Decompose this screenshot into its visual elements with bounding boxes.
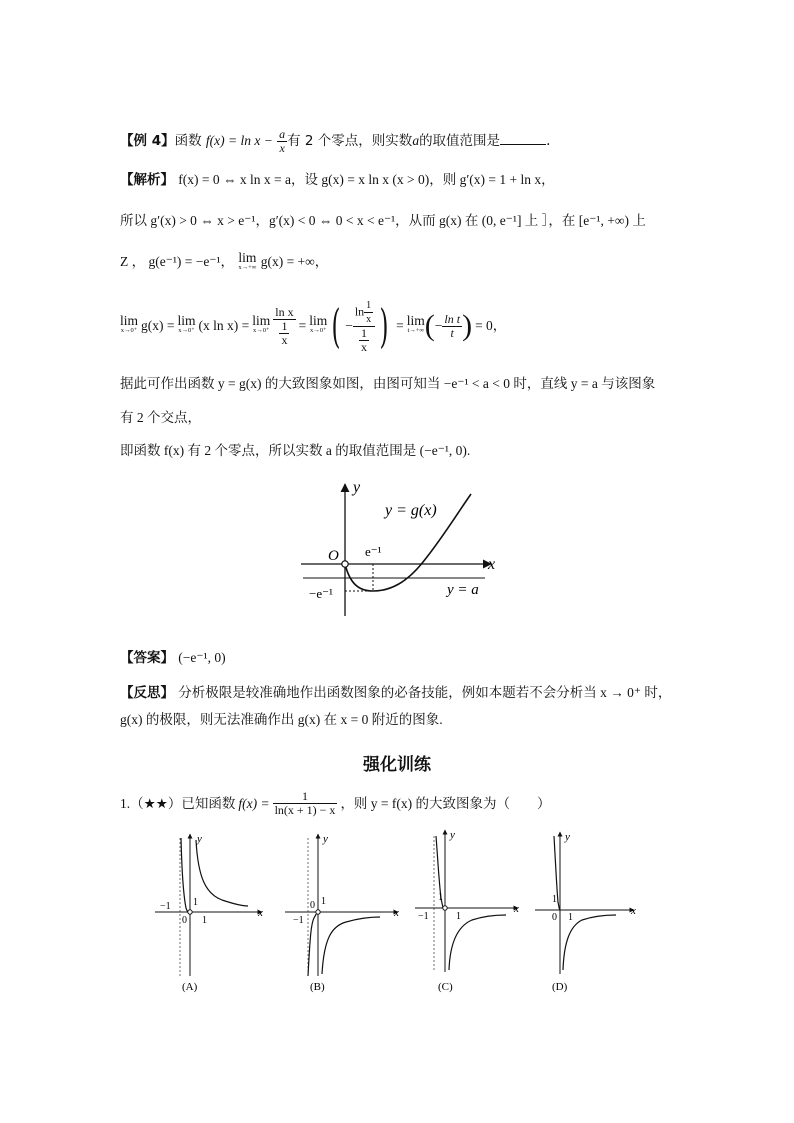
limit-fraction-2: ln $\frac{1}{x}$ $\frac{1}{x}$ (353, 299, 375, 354)
svg-text:x: x (394, 907, 399, 919)
svg-text:0: 0 (310, 900, 315, 911)
answer-tag: 【答案】 (120, 650, 174, 666)
svg-text:y: y (323, 833, 328, 845)
graph-curve-label: y = g(x) (385, 502, 437, 519)
svg-text:1: 1 (568, 912, 573, 923)
svg-text:y: y (565, 831, 570, 843)
option-a-graph (155, 833, 263, 993)
svg-text:1: 1 (456, 911, 461, 922)
analysis-text-3a: Z ， g(e⁻¹) = −e⁻¹， (120, 254, 235, 269)
difficulty-stars: （★★） (130, 795, 182, 812)
svg-text:−1: −1 (160, 901, 171, 912)
svg-text:−1: −1 (418, 911, 429, 922)
svg-text:x: x (514, 903, 519, 915)
reflection-tag: 【反思】 (120, 685, 174, 701)
svg-text:−1: −1 (293, 915, 304, 926)
answer-blank (500, 132, 546, 145)
analysis-text-3b: g(x) = +∞， (260, 254, 329, 269)
example-after: 有 2 个零点，则实数 (287, 133, 413, 149)
example-intro: 函数 (174, 133, 202, 149)
limit-infinity: lim x→+∞ (238, 249, 257, 271)
svg-text:0: 0 (182, 915, 187, 926)
analysis-line-7: 即函数 f(x) 有 2 个零点，所以实数 a 的取值范围是 (−e⁻¹, 0). (120, 443, 471, 458)
analysis-line-2 (120, 211, 646, 231)
option-d-graph-wrapper (530, 822, 650, 998)
reflection-line-2: g(x) 的极限，则无法准确作出 g(x) 在 x = 0 附近的图象. (120, 712, 443, 727)
analysis-line-5: 据此可作出函数 y = g(x) 的大致图象如图，由图可知当 −e⁻¹ < a < 0 时，直线 y = a 与该图象 (120, 376, 656, 391)
option-graphs (150, 828, 530, 998)
example-var-a: a (412, 133, 420, 148)
example-tag: 【例 4】 (120, 133, 175, 149)
example-line: 【例 4】函数 f(x) = ln x − $\frac{a}{x}$ 有 2 个零点，则实数a的取值范围是 . (120, 127, 551, 155)
limit-fraction-1: $\frac{\text{ln x}}{\frac{1}{x}}$ (275, 304, 294, 347)
analysis-line-1 (120, 170, 555, 190)
limit-fraction-3: $\frac{\text{ln t}}{t}$ (444, 311, 461, 340)
example-frac: $\frac{a}{x}$ (279, 127, 286, 155)
g-function-graph (295, 478, 510, 623)
example-tail: 的取值范围是 (419, 133, 501, 149)
option-b-label: (B) (310, 981, 325, 993)
option-d-graph (535, 831, 636, 993)
analysis-line-6: 有 2 个交点， (120, 410, 201, 425)
option-a-label: (A) (182, 981, 198, 993)
svg-text:1: 1 (552, 894, 557, 905)
svg-text:1: 1 (438, 892, 443, 903)
example-func: f(x) = ln x − (205, 133, 273, 148)
graph-neg-e-inv-label: −e⁻¹ (309, 586, 333, 601)
section-title: 强化训练 (363, 755, 431, 775)
answer-line (120, 648, 226, 668)
svg-text:0: 0 (552, 912, 557, 923)
graph-origin-label: O (328, 548, 339, 564)
analysis-text-1: f(x) = 0 ⇔ x ln x = a，设 g(x) = x ln x (x > 0)，则 g′(x) = 1 + ln x， (178, 172, 555, 187)
answer-value: (−e⁻¹, 0) (178, 650, 226, 665)
graph-line-label: y = a (447, 582, 479, 598)
svg-text:y: y (197, 833, 202, 845)
svg-text:1: 1 (193, 897, 198, 908)
svg-text:1: 1 (202, 915, 207, 926)
option-c-graph (415, 829, 519, 993)
limit-equation: lim x→0⁺ g(x) = lim x→0⁺ (x ln x) = lim x→0⁺ $\frac{\text{ln x}}{\frac{1}{x}}$ = lim x→0⁺ ( − ln $\frac{1}{x}$ $\frac{1}{x}$ ) = lim t→+∞ ( − $\frac{\text{ln t}}{t}$ ) = 0， (120, 299, 507, 354)
exercise-fraction: $\frac{1}{\ln(x + 1) - x}$ (274, 789, 336, 817)
svg-text:1: 1 (321, 896, 326, 907)
analysis-text-2: 所以 g′(x) > 0 ⇔ x > e⁻¹，g′(x) < 0 ⇔ 0 < x < e⁻¹，从而 g(x) 在 (0, e⁻¹] 上 ］，在 [e⁻¹, +∞) 上 (120, 213, 646, 228)
option-c-label: (C) (438, 981, 453, 993)
graph-e-inv-label: e⁻¹ (365, 544, 382, 559)
exercise-line: 1. （★★） 已知函数 f(x) = $\frac{1}{\ln(x + 1) - x}$ ，则 y = f(x) 的大致图象为（ ） (120, 789, 551, 817)
reflection-line-1: 【反思】 分析极限是较准确地作出函数图象的必备技能，例如本题若不会分析当 x → 0⁺ 时， (120, 685, 672, 701)
svg-text:x: x (258, 907, 263, 919)
svg-text:x: x (631, 905, 636, 917)
option-d-label: (D) (552, 981, 568, 993)
analysis-tag: 【解析】 (120, 172, 174, 188)
graph-x-label: x (488, 556, 496, 573)
analysis-line-3 (120, 249, 329, 273)
svg-text:y: y (450, 829, 455, 841)
origin-open-point (342, 561, 348, 567)
graph-y-label: y (353, 479, 361, 496)
option-b-graph (285, 833, 399, 993)
